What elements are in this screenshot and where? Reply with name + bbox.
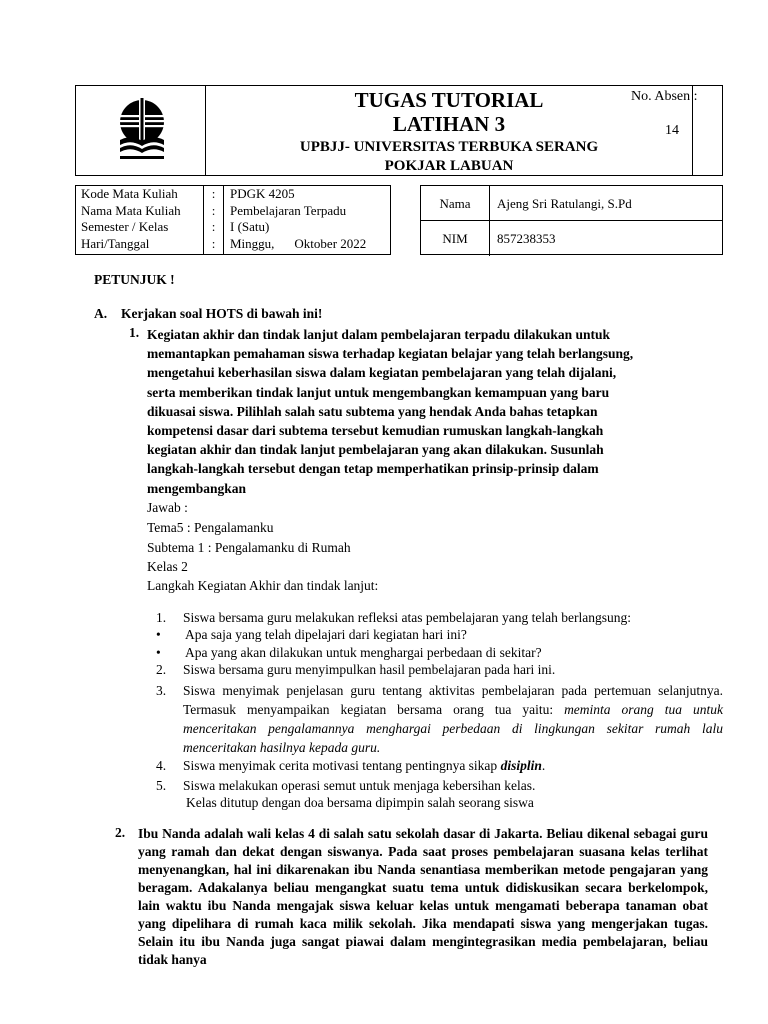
colon: : [211, 186, 216, 201]
document-subtitle: LATIHAN 3 [392, 112, 506, 136]
header-box [75, 85, 723, 176]
q1-line: serta memberikan tindak lanjut untuk mengembangkan kemampuan yang baru [147, 384, 610, 400]
label-hari-tanggal: Hari/Tanggal [81, 235, 150, 251]
step-4-plain: Siswa menyimak cerita motivasi tentang pentingnya sikap [183, 758, 501, 773]
absen-value: 14 [665, 123, 679, 138]
step-3-italic: meminta orang tua untuk menceritakan pengalamannya menghargai perbedaan di lingkungan sekitar rumah lalu menceritakan hasilnya kepada guru. [183, 702, 723, 755]
jawab-label: Jawab : [147, 500, 188, 515]
q1-number: 1. [129, 325, 140, 340]
name-value: Ajeng Sri Ratulangi, S.Pd [497, 196, 632, 211]
name-label: Nama [421, 186, 490, 220]
step-number: 4. [156, 758, 167, 773]
value-semester-kelas: I (Satu) [230, 219, 270, 234]
value-nama-mata-kuliah: Pembelajaran Terpadu [230, 202, 347, 218]
petunjuk-heading: PETUNJUK ! [94, 272, 175, 287]
logo-cell [76, 86, 206, 175]
colon: : [211, 219, 216, 234]
subtema-text: Subtema 1 : Pengalamanku di Rumah [147, 540, 351, 555]
label-semester-kelas: Semester / Kelas [81, 219, 169, 234]
nim-label: NIM [421, 221, 490, 256]
course-info-values [224, 186, 390, 254]
q1-text [147, 325, 707, 498]
label-nama-mata-kuliah: Nama Mata Kuliah [81, 202, 181, 218]
label-kode-mata-kuliah: Kode Mata Kuliah [81, 186, 178, 201]
bullet-item [156, 645, 542, 661]
header-title-block [206, 86, 693, 175]
q1-line: mengembangkan [147, 480, 247, 496]
colon: : [211, 202, 216, 218]
pokjar-name: POKJAR LABUAN [384, 158, 514, 174]
step-text [183, 756, 723, 775]
course-info-labels [76, 186, 204, 254]
bullet-icon: • [156, 627, 161, 642]
step-number: 5. [156, 778, 167, 793]
bullet-item [156, 627, 467, 643]
bullet-icon: • [156, 645, 161, 660]
bullet-text: Apa saja yang telah dipelajari dari kegiatan hari ini? [185, 627, 467, 642]
langkah-heading: Langkah Kegiatan Akhir dan tindak lanjut: [147, 578, 379, 593]
kelas-text: Kelas 2 [147, 559, 188, 574]
value-tanggal: Oktober 2022 [294, 235, 367, 251]
course-info-table [75, 185, 391, 255]
section-a-marker: A. [94, 306, 108, 321]
q1-line: mengetahui keberhasilan siswa dalam kegiatan pembelajaran yang telah dijalani, [147, 365, 617, 381]
step-number: 2. [156, 662, 167, 677]
step-4-end: . [541, 758, 546, 773]
student-info-table [420, 185, 723, 255]
absen-label: No. Absen : [631, 89, 698, 104]
q1-line: kompetensi dasar dari subtema tersebut kemudian rumuskan langkah-langkah [147, 423, 604, 439]
university-logo-icon [114, 96, 170, 166]
q1-line: langkah-langkah tersebut dengan tetap memperhatikan prinsip-prinsip dalam [147, 461, 599, 477]
course-info-colons [204, 186, 224, 254]
student-name-row [421, 186, 722, 221]
q1-line: Kegiatan akhir dan tindak lanjut dalam pembelajaran terpadu dilakukan untuk [147, 327, 611, 342]
student-nim-row [421, 221, 722, 256]
bullet-text: Apa yang akan dilakukan untuk menghargai perbedaan di sekitar? [185, 645, 542, 660]
tema-text: Tema5 : Pengalamanku [147, 520, 274, 535]
step-text [183, 681, 723, 757]
value-hari: Minggu, [230, 235, 275, 251]
q2-number: 2. [115, 825, 126, 840]
step-text: Siswa bersama guru melakukan refleksi atas pembelajaran yang telah berlangsung: [183, 610, 631, 625]
section-a-title: Kerjakan soal HOTS di bawah ini! [121, 306, 323, 321]
q1-line: dikuasai siswa. Pilihlah salah satu subtema yang hendak Anda bahas tetapkan [147, 403, 598, 419]
step-number: 3. [156, 683, 167, 698]
closing-text: Kelas ditutup dengan doa bersama dipimpin salah seorang siswa [186, 795, 534, 810]
value-kode-mata-kuliah: PDGK 4205 [230, 186, 295, 201]
q1-line: kegiatan akhir dan tindak lanjut pembelajaran yang akan dilakukan. Susunlah [147, 442, 604, 458]
step-4-emphasis: disiplin [500, 758, 542, 773]
step-number: 1. [156, 610, 167, 625]
q2-text: Ibu Nanda adalah wali kelas 4 di salah satu sekolah dasar di Jakarta. Beliau dikenal sebagai guru yang ramah dan dekat dengan siswanya. Pada saat proses pembelajaran suasana kelas terlihat menyenangkan, hal ini dikarenakan ibu Nanda senantiasa memberikan metode pengajaran yang beragam. Adakalanya beliau mengangkat suatu tema untuk didiskusikan secara berkelompok, lain waktu ibu Nanda mengajak siswa keluar kelas untuk mengamati beberapa tanaman obat yang dipelihara di rumah kaca milik sekolah. Jika mendapati siswa yang mengerjakan tugas. Selain itu ibu Nanda juga sangat piawai dalam mengintegrasikan media pembelajaran, beliau tidak hanya [138, 826, 708, 967]
colon: : [211, 235, 216, 251]
step-text: Siswa melakukan operasi semut untuk menjaga kebersihan kelas. [183, 778, 536, 793]
document-title: TUGAS TUTORIAL [354, 88, 544, 112]
step-3-plain: Siswa menyimak penjelasan guru tentang aktivitas pembelajaran pada pertemuan selanjutnya. Termasuk menyampaikan kegiatan bersama orang tua yaitu: [183, 683, 723, 717]
nim-value: 857238353 [497, 231, 556, 246]
institution-name: UPBJJ- UNIVERSITAS TERBUKA SERANG [299, 139, 599, 155]
q1-line: memantapkan pemahaman siswa terhadap kegiatan belajar yang telah berlangsung, [147, 346, 634, 362]
value-hari-tanggal [230, 236, 390, 253]
step-text: Siswa bersama guru menyimpulkan hasil pembelajaran pada hari ini. [183, 662, 556, 677]
